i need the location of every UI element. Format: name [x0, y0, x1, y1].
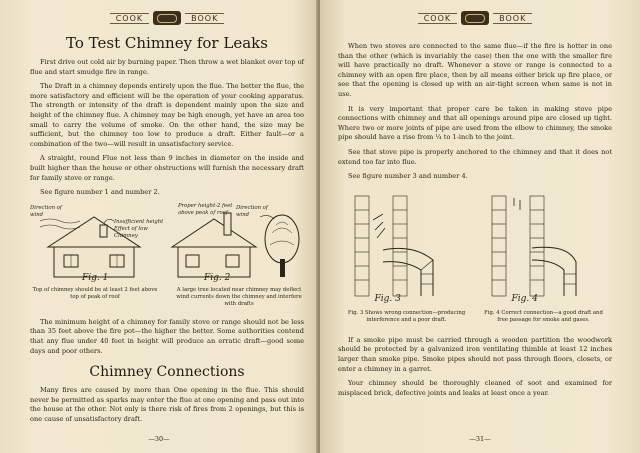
paragraph: When two stoves are connected to the same flue—if the fire is hotter in one than the other (which is invariably the case) then the one with the smaller fire will have practically no draft. Whenever a stove or range is connected to a chimney with an open fire place, then by all means either brick up fire place, or see that the opening is closed up with an air-tight screen when same is not in use. [338, 42, 612, 98]
paragraph: Your chimney should be thoroughly cleaned of soot and examined for misplaced brick, defective joints and leaks at least once a year. [338, 379, 612, 397]
figure-1-caption: Top of chimney should be at least 2 feet above top of peak of roof [32, 286, 158, 300]
paragraph: If a smoke pipe must be carried through a wooden partition the woodwork should be protected by a galvanized iron ventilating thimble at least 12 inches larger than smoke pipe. Smoke pipes should not pass through floors, closets, or enter a chimney in a garret. [338, 335, 612, 373]
paragraph: First drive out cold air by burning paper. Then throw a wet blanket over top of flue and start smudge fire in range. [30, 58, 304, 76]
paragraph: See figure number 1 and number 2. [40, 188, 160, 197]
figure-1 [30, 203, 164, 285]
figure-4 [484, 190, 604, 308]
paragraph: It is very important that proper care be taken in making stove pipe connections with chimney and that all openings around pipe are closed up tight. Where two or more joints of pipe are used from the elbow to chimney, the smoke pipe should have a rise from ¼ to 1-inch to the joint. [338, 104, 612, 142]
direction-of-wind-label: Direction of wind [30, 204, 62, 218]
header-word-cook: COOK [110, 13, 149, 24]
right-page [320, 0, 640, 453]
page-number: —30— [148, 435, 170, 443]
page-header [30, 8, 304, 28]
paragraph: See figure number 3 and number 4. [348, 172, 468, 181]
left-page [0, 0, 318, 453]
figure-3-label: Fig. 3 [374, 293, 401, 304]
figure-4-caption: Fig. 4 Correct connection—a good draft and free passage for smoke and gases. [484, 309, 603, 323]
page-header [338, 8, 612, 28]
section-title: Chimney Connections [89, 364, 245, 381]
wrong-connection-illustration [347, 190, 467, 308]
figures-1-2 [30, 203, 304, 285]
paragraph: The Draft in a chimney depends entirely upon the flue. The better the flue, the more satisfactory and efficient will be the operation of your cooking apparatus. The strength or intensity of the draft is dependent mainly upon the size and height of the chimney flue. A chimney may be high enough, yet have an area too small to carry the volume of smoke. On the other hand, the size may be sufficient, but the chimney too low to produce a draft. Either fault—or a combination of the two—will result in unsatisfactory service. [30, 82, 304, 148]
figure-3 [347, 190, 467, 308]
figure-2-caption: A large tree located near chimney may deflect wind currents down the chimney and interfere with drafts [176, 286, 302, 307]
paragraph: Many fires are caused by more than One opening in the flue. This should never be permitted as sparks may enter the flue at one opening and pass out into the house at the other. Not only is there risk of fires from 2 openings, but this is one cause of unsatisfactory draft. [30, 386, 304, 423]
header-word-book: BOOK [493, 13, 532, 24]
correct-connection-illustration [484, 190, 604, 308]
figure-3-caption: Fig. 3 Shows wrong connection—producing interference and a poor draft. [347, 309, 466, 323]
cookbook-emblem-icon [461, 11, 489, 25]
figure-captions [338, 310, 612, 324]
figures-3-4 [338, 190, 612, 308]
direction-of-wind-label: Direction of wind [236, 204, 268, 218]
cookbook-emblem-icon [153, 11, 181, 25]
figure-4-label: Fig. 4 [511, 293, 538, 304]
insufficient-height-label: Insufficient height Effect of low Chimney [114, 218, 164, 239]
figure-1-label: Fig. 1 [82, 272, 109, 283]
paragraph: The minimum height of a chimney for family stove or range should not be less than 35 feet above the fire pot—the higher the better. Some authorities contend that any flue under 40 feet in height will produce an erratic draft—good some days and poor others. [30, 317, 304, 355]
figure-2 [164, 203, 304, 285]
paragraph: See that stove pipe is properly anchored to the chimney and that it does not extend too far into flue. [338, 147, 612, 166]
page-title: To Test Chimney for Leaks [66, 34, 268, 52]
proper-height-label: Proper height-2 feet above peak of roof [178, 202, 233, 216]
paragraph: A straight, round Flue not less than 9 inches in diameter on the inside and built higher than the house or other obstructions will furnish the necessary draft for family stove or range. [30, 154, 304, 182]
header-word-cook: COOK [418, 13, 457, 24]
figure-captions [30, 287, 304, 308]
page-number: —31— [469, 435, 491, 443]
header-word-book: BOOK [185, 13, 224, 24]
figure-2-label: Fig. 2 [204, 272, 231, 283]
